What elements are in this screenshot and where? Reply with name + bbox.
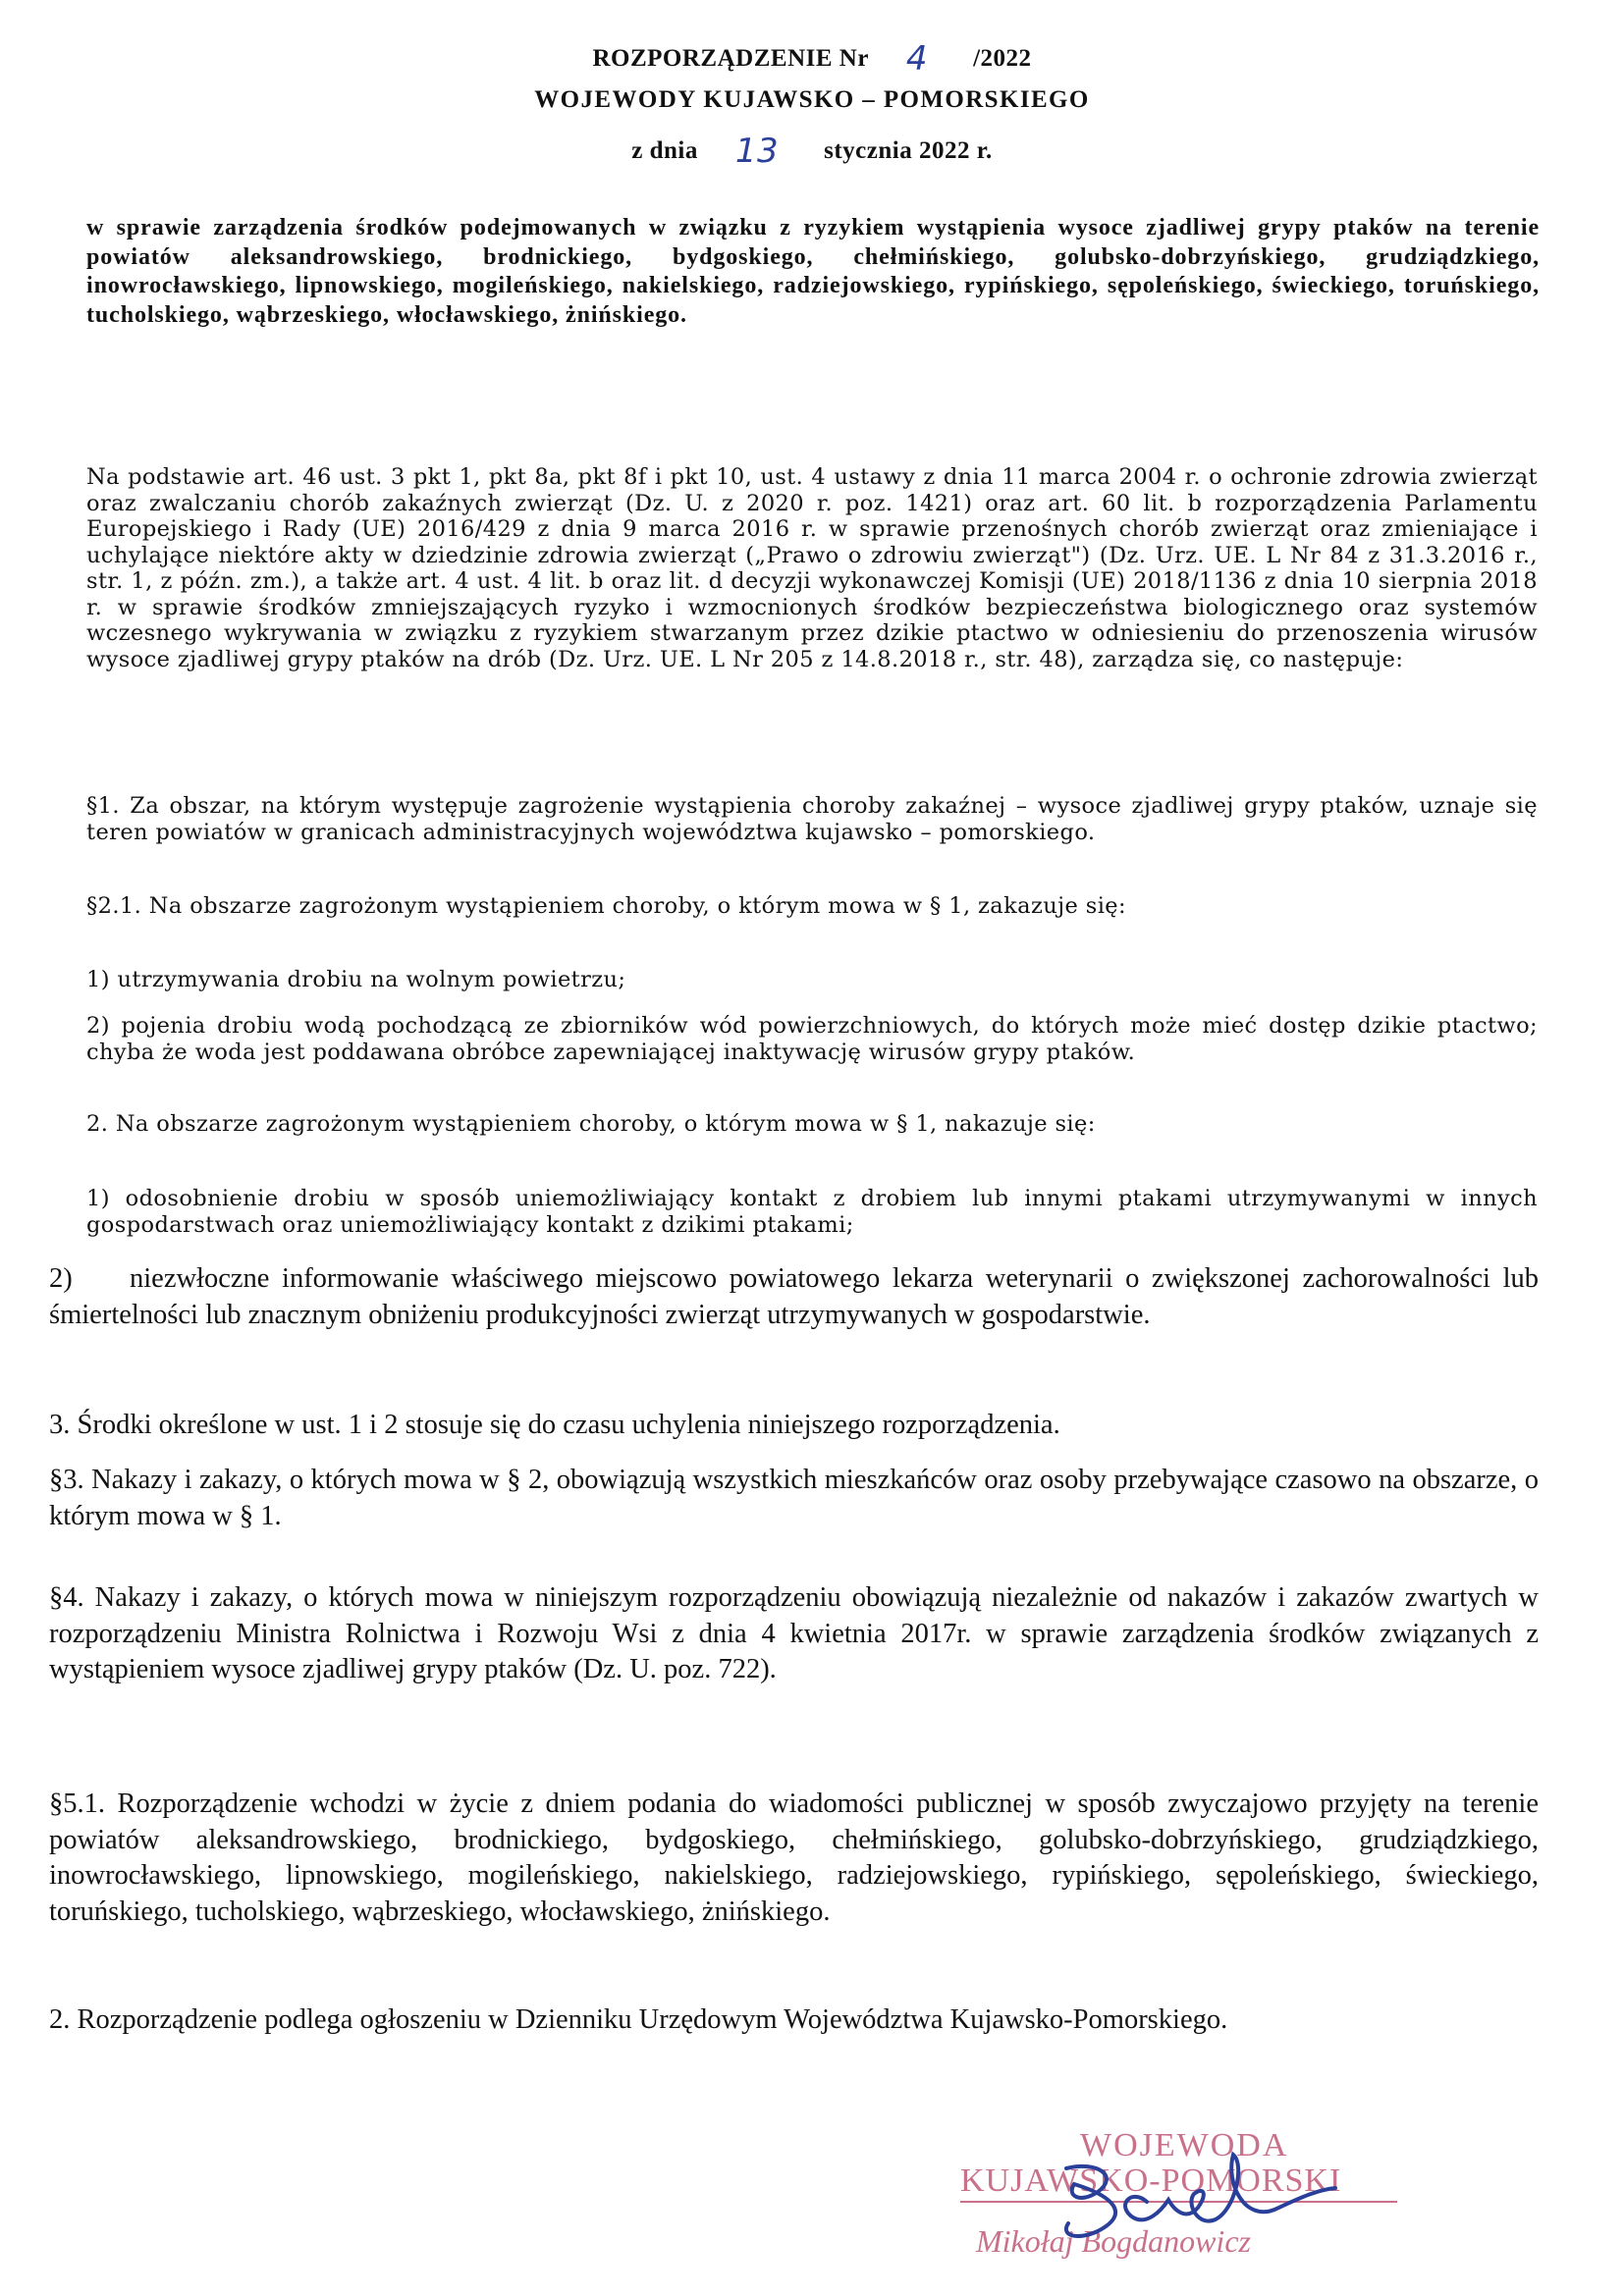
date-suffix: stycznia 2022 r. bbox=[824, 137, 993, 164]
section-2-3: 3. Środki określone w ust. 1 i 2 stosuje się do czasu uchylenia niniejszego rozporządzenia. bbox=[49, 1410, 1060, 1440]
date-line bbox=[0, 132, 1624, 171]
section-2-1-point-2: 2) pojenia drobiu wodą pochodzącą ze zbiorników wód powierzchniowych, do których może mieć dostęp dzikie ptactwo; chyba że woda jest poddawana obróbce zapewniającej inaktywację wirusów grypy ptaków. bbox=[86, 1013, 1538, 1065]
section-1: §1. Za obszar, na którym występuje zagrożenie wystąpienia choroby zakaźnej – wysoce zjadliwej grypy ptaków, uznaje się teren powiatów w granicach administracyjnych województwa kujawsko – pomorskiego. bbox=[86, 793, 1538, 845]
handwritten-number: 4 bbox=[905, 39, 929, 79]
section-2-1: §2.1. Na obszarze zagrożonym wystąpieniem choroby, o którym mowa w § 1, zakazuje się: bbox=[86, 893, 1127, 919]
issuer-line: WOJEWODY KUJAWSKO – POMORSKIEGO bbox=[534, 86, 1090, 113]
section-5-1: §5.1. Rozporządzenie wchodzi w życie z dniem podania do wiadomości publicznej w sposób zwyczajowo przyjęty na terenie powiatów aleksandrowskiego, brodnickiego, bydgoskiego, chełmińskiego, golubsko-dobrzyńskiego, grudziądzkiego, inowrocławskiego, lipnowskiego, mogileńskiego, nakielskiego, radziejowskiego, rypińskiego, sępoleńskiego, świeckiego, toruńskiego, tucholskiego, wąbrzeskiego, włocławskiego, żnińskiego. bbox=[49, 1789, 1539, 1927]
section-2-1-point-1: 1) utrzymywania drobiu na wolnym powietrzu; bbox=[86, 967, 626, 992]
regulation-year: /2022 bbox=[973, 45, 1032, 72]
stamp-office: WOJEWODA bbox=[1080, 2127, 1289, 2163]
handwritten-day: 13 bbox=[734, 132, 780, 171]
handwritten-signature-icon bbox=[950, 2125, 1412, 2272]
section-3: §3. Nakazy i zakazy, o których mowa w § 2, obowiązują wszystkich mieszkańców oraz osoby przebywające czasowo na obszarze, o którym mowa w § 1. bbox=[49, 1465, 1539, 1531]
date-prefix: z dnia bbox=[631, 137, 698, 164]
point-number: 2) bbox=[49, 1263, 73, 1294]
section-4: §4. Nakazy i zakazy, o których mowa w niniejszym rozporządzeniu obowiązują niezależnie od nakazów i zakazów zwartych w rozporządzeniu Ministra Rolnictwa i Rozwoju Wsi z dnia 4 kwietnia 2017r. w sprawie zarządzenia środków związanych z wystąpieniem wysoce zjadliwej grypy ptaków (Dz. U. poz. 722). bbox=[49, 1582, 1539, 1684]
section-5-2: 2. Rozporządzenie podlega ogłoszeniu w Dzienniku Urzędowym Województwa Kujawsko-Pomorskiego. bbox=[49, 2004, 1228, 2035]
regulation-title: w sprawie zarządzenia środków podejmowanych w związku z ryzykiem wystąpienia wysoce zjadliwej grypy ptaków na terenie powiatów aleksandrowskiego, brodnickiego, bydgoskiego, chełmińskiego, golubsko-dobrzyńskiego, grudziądzkiego, inowrocławskiego, lipnowskiego, mogileńskiego, nakielskiego, radziejowskiego, rypińskiego, sępoleńskiego, świeckiego, toruńskiego, tucholskiego, wąbrzeskiego, włocławskiego, żnińskiego. bbox=[86, 215, 1540, 328]
stamp-region: KUJAWSKO-POMORSKI bbox=[960, 2163, 1342, 2199]
section-2-2-point-1: 1) odosobnienie drobiu w sposób uniemożliwiający kontakt z drobiem lub innymi ptakami utrzymywanymi w innych gospodarstwach oraz uniemożliwiający kontakt z dzikimi ptakami; bbox=[86, 1186, 1538, 1238]
signature-stamp bbox=[950, 2125, 1412, 2272]
point-text: niezwłoczne informowanie właściwego miejscowo powiatowego lekarza weterynarii o zwiększonej zachorowalności lub śmiertelności lub znacznym obniżeniu produkcyjności zwierząt utrzymywanych w gospodarstwie. bbox=[49, 1263, 1539, 1330]
regulation-number-line bbox=[0, 39, 1624, 79]
regulation-label: ROZPORZĄDZENIE Nr bbox=[592, 45, 869, 72]
section-2-2: 2. Na obszarze zagrożonym wystąpieniem choroby, o którym mowa w § 1, nakazuje się: bbox=[86, 1111, 1096, 1137]
stamp-name: Mikołaj Bogdanowicz bbox=[976, 2223, 1251, 2259]
preamble: Na podstawie art. 46 ust. 3 pkt 1, pkt 8a, pkt 8f i pkt 10, ust. 4 ustawy z dnia 11 marca 2004 r. o ochronie zdrowia zwierząt oraz zwalczaniu chorób zakaźnych zwierząt (Dz. U. z 2020 r. poz. 1421) oraz art. 60 lit. b rozporządzenia Parlamentu Europejskiego i Rady (UE) 2016/429 z dnia 9 marca 2016 r. w sprawie przenośnych chorób zwierząt oraz zmieniające i uchylające niektóre akty w dziedzinie zdrowia zwierząt („Prawo o zdrowiu zwierząt") (Dz. Urz. UE. L Nr 84 z 31.3.2016 r., str. 1, z późn. zm.), a także art. 4 ust. 4 lit. b oraz lit. d decyzji wykonawczej Komisji (UE) 2018/1136 z dnia 10 sierpnia 2018 r. w sprawie środków zmniejszających ryzyko i wzmocnionych środków bezpieczeństwa biologicznego oraz systemów wczesnego wykrywania w związku z ryzykiem stwarzanym przez dzikie ptactwo w odniesieniu do przenoszenia wirusów wysoce zjadliwej grypy ptaków na drób (Dz. Urz. UE. L Nr 205 z 14.8.2018 r., str. 48), zarządza się, co następuje: bbox=[86, 464, 1538, 672]
section-2-2-point-2 bbox=[49, 1261, 1539, 1333]
